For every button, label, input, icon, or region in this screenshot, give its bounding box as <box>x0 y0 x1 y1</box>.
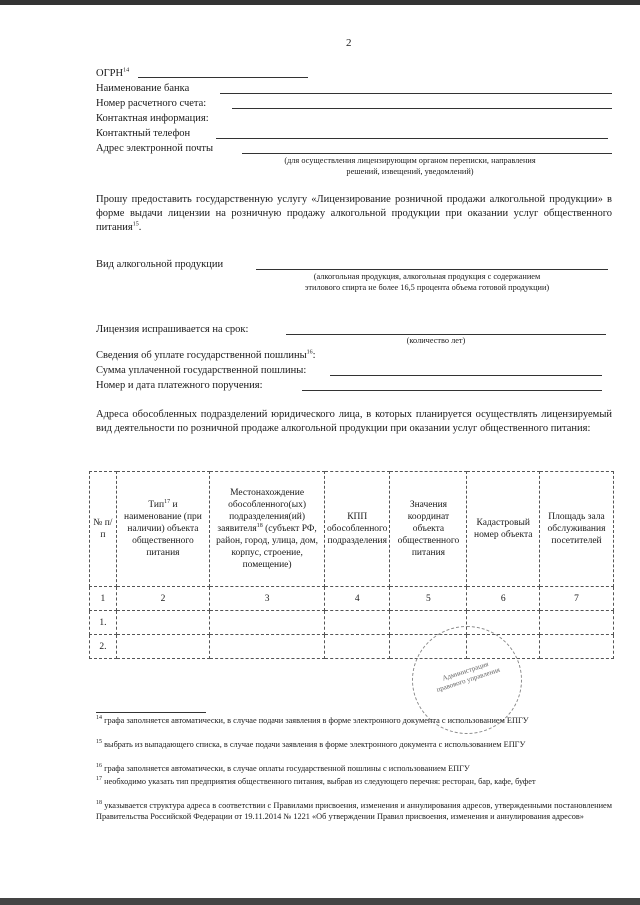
request-paragraph: Прошу предоставить государственную услугу «Лицензирование розничной продажи алкогольной продукции» в форме выдачи лицензии на розничную продажу алкогольной продукции при оказании услуг общественного питания$^{15}$. <box>96 194 612 233</box>
account-line <box>232 108 612 109</box>
table-cell <box>325 635 390 659</box>
ogrn-line <box>138 77 308 78</box>
col-header-area: Площадь зала обслуживания посетителей <box>540 472 614 587</box>
term-note: (количество лет) <box>406 336 466 345</box>
table-header-row <box>90 472 614 587</box>
table-cell: 1. <box>90 611 117 635</box>
phone-label: Контактный телефон <box>96 128 191 139</box>
bank-line <box>220 93 612 94</box>
product-note: (алкогольная продукция, алкогольная продукция с содержанием этилового спирта не более 16,5 процента объема готовой продукции) <box>304 272 550 292</box>
footnote-17: $^{17}$ необходимо указать тип предприятия общественного питания, выбрав из следующего перечня: ресторан, бар, кафе, буфет <box>96 776 536 786</box>
term-label: Лицензия испрашивается на срок: <box>96 324 249 335</box>
email-line <box>242 153 612 154</box>
col-header-coordinates: Значения координат объекта общественного питания <box>390 472 467 587</box>
table-cell: 2. <box>90 635 117 659</box>
table-cell: 6 <box>467 587 540 611</box>
table-cell <box>540 611 614 635</box>
payment-line <box>302 390 602 391</box>
table-cell <box>210 635 325 659</box>
table-row-numbers <box>90 587 614 611</box>
account-label: Номер расчетного счета: <box>96 98 207 109</box>
table-cell: 7 <box>540 587 614 611</box>
col-header-cadastral: Кадастровый номер объекта <box>467 472 540 587</box>
phone-line <box>216 138 608 139</box>
fee-sum-line <box>330 375 602 376</box>
table-cell <box>325 611 390 635</box>
footnote-16: $^{16}$ графа заполняется автоматически, в случае оплаты государственной пошлины с использованием ЕПГУ <box>96 763 470 773</box>
footnote-18: $^{18}$ указывается структура адреса в соответствии с Правилами присвоения, изменения и аннулирования адресов, утвержденными постановлением Правительства Российской Федерации от 19.11.2014 № 1221 «Об утверждении Правил присвоения, изменения и аннулирования адресов» <box>96 800 612 821</box>
addresses-paragraph: Адреса обособленных подразделений юридического лица, в которых планируется осуществлять лицензируемый вид деятельности по розничной продаже алкогольной продукции при оказании услуг общественного питания: <box>96 409 612 434</box>
product-line <box>256 269 608 270</box>
stamp-text: Администрация правового управления <box>435 660 501 694</box>
fee-sum-label: Сумма уплаченной государственной пошлины: <box>96 365 307 376</box>
footnote-15: $^{15}$ выбрать из выпадающего списка, в случае подачи заявления в форме электронного документа с использованием ЕПГУ <box>96 739 526 749</box>
email-label: Адрес электронной почты <box>96 143 214 154</box>
table-cell: 4 <box>325 587 390 611</box>
table-row <box>90 635 614 659</box>
table-row <box>90 611 614 635</box>
term-line <box>286 334 606 335</box>
table-cell <box>116 635 209 659</box>
contact-info-label: Контактная информация: <box>96 113 209 124</box>
product-label: Вид алкогольной продукции <box>96 259 224 270</box>
table-cell: 2 <box>116 587 209 611</box>
payment-label: Номер и дата платежного поручения: <box>96 380 263 391</box>
table-cell: 3 <box>210 587 325 611</box>
ogrn-label: ОГРН$^{14}$ <box>96 67 130 79</box>
col-header-location: Местонахождение обособленного(ых) подразделения(ий) заявителя$^{18}$ (субъект РФ, район, город, улица, дом, корпус, строение, помещение) <box>210 472 325 587</box>
page-number: 2 <box>346 37 352 49</box>
table-cell: 5 <box>390 587 467 611</box>
scan-top-border <box>0 0 640 5</box>
subdivisions-table <box>89 471 614 659</box>
table-cell <box>116 611 209 635</box>
table-cell <box>210 611 325 635</box>
col-header-number: № п/п <box>90 472 117 587</box>
col-header-kpp: КПП обособленного подразделения <box>325 472 390 587</box>
col-header-type: Тип$^{17}$ и наименование (при наличии) объекта общественного питания <box>116 472 209 587</box>
footnote-14: $^{14}$ графа заполняется автоматически, в случае подачи заявления в форме электронного документа с использованием ЕПГУ <box>96 715 529 725</box>
footnote-separator <box>96 712 206 713</box>
scan-bottom-border <box>0 898 640 905</box>
email-note: (для осуществления лицензирующим органом переписки, направления решений, извещений, уведомлений) <box>284 156 536 176</box>
fee-label: Сведения об уплате государственной пошлины$^{16}$: <box>96 349 316 361</box>
bank-label: Наименование банка <box>96 83 190 94</box>
table-cell: 1 <box>90 587 117 611</box>
table-cell <box>540 635 614 659</box>
